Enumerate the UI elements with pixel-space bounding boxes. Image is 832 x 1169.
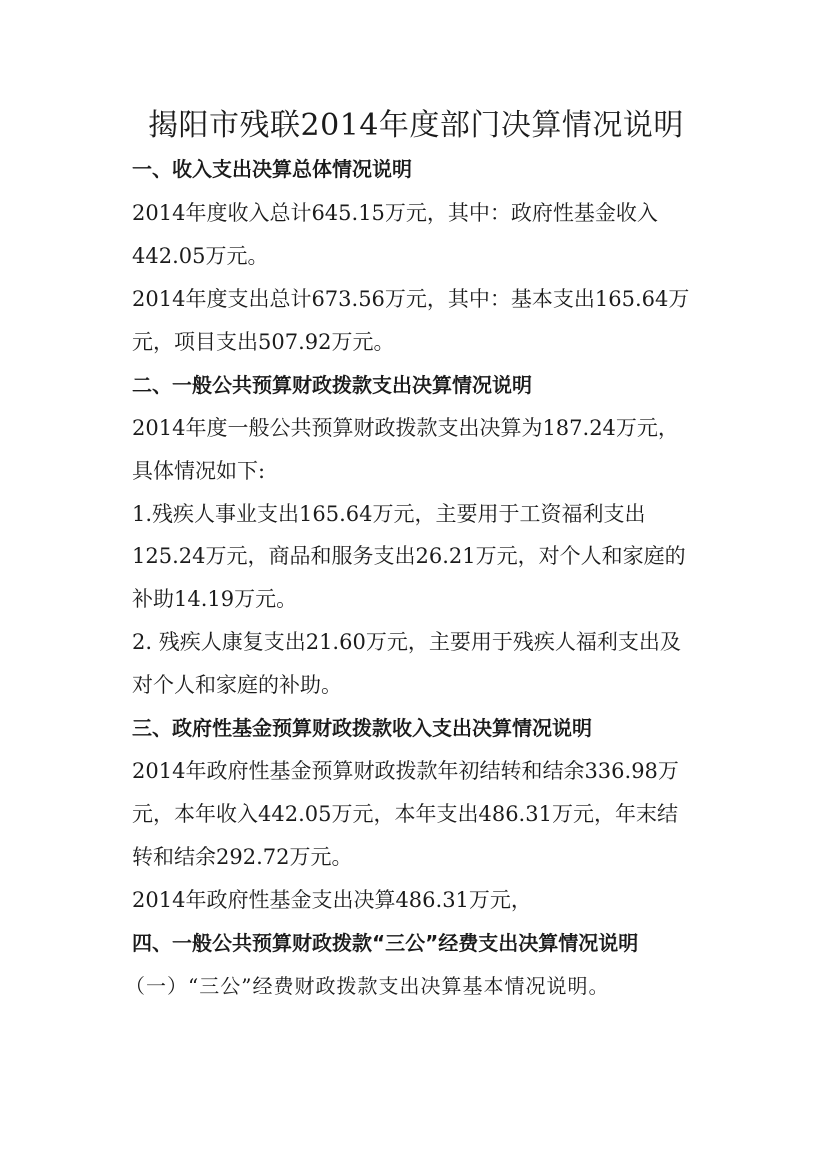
- section-4-line-1: （一）“三公”经费财政拨款支出决算基本情况说明。: [125, 974, 610, 998]
- section-3-line-4: 2014年政府性基金支出决算486.31万元，: [132, 888, 532, 912]
- document-title: 揭阳市残联2014年度部门决算情况说明: [148, 108, 684, 143]
- section-2-heading: 二、一般公共预算财政拨款支出决算情况说明: [132, 373, 532, 397]
- section-2-line-6: 2. 残疾人康复支出21.60万元，主要用于残疾人福利支出及: [132, 630, 681, 654]
- section-2-line-1: 2014年度一般公共预算财政拨款支出决算为187.24万元，: [132, 416, 679, 440]
- section-3-line-3: 转和结余292.72万元。: [132, 845, 353, 869]
- section-4-heading: 四、一般公共预算财政拨款“三公”经费支出决算情况说明: [132, 931, 639, 955]
- section-3-line-1: 2014年政府性基金预算财政拨款年初结转和结余336.98万: [132, 759, 679, 783]
- section-3-line-2: 元，本年收入442.05万元，本年支出486.31万元，年末结: [132, 802, 678, 826]
- section-1-line-2: 442.05万元。: [132, 244, 269, 268]
- section-1-line-1: 2014年度收入总计645.15万元，其中：政府性基金收入: [132, 201, 658, 225]
- section-3-heading: 三、政府性基金预算财政拨款收入支出决算情况说明: [132, 716, 592, 740]
- section-2-line-3: 1.残疾人事业支出165.64万元，主要用于工资福利支出: [132, 502, 646, 526]
- section-2-line-4: 125.24万元，商品和服务支出26.21万元，对个人和家庭的: [132, 544, 686, 568]
- section-2-line-5: 补助14.19万元。: [132, 587, 298, 611]
- section-1-heading: 一、收入支出决算总体情况说明: [132, 157, 412, 181]
- section-2-line-7: 对个人和家庭的补助。: [132, 673, 342, 697]
- section-1-line-3: 2014年度支出总计673.56万元，其中：基本支出165.64万: [132, 287, 690, 311]
- section-2-line-2: 具体情况如下:: [132, 459, 266, 483]
- section-1-line-4: 元，项目支出507.92万元。: [132, 330, 395, 354]
